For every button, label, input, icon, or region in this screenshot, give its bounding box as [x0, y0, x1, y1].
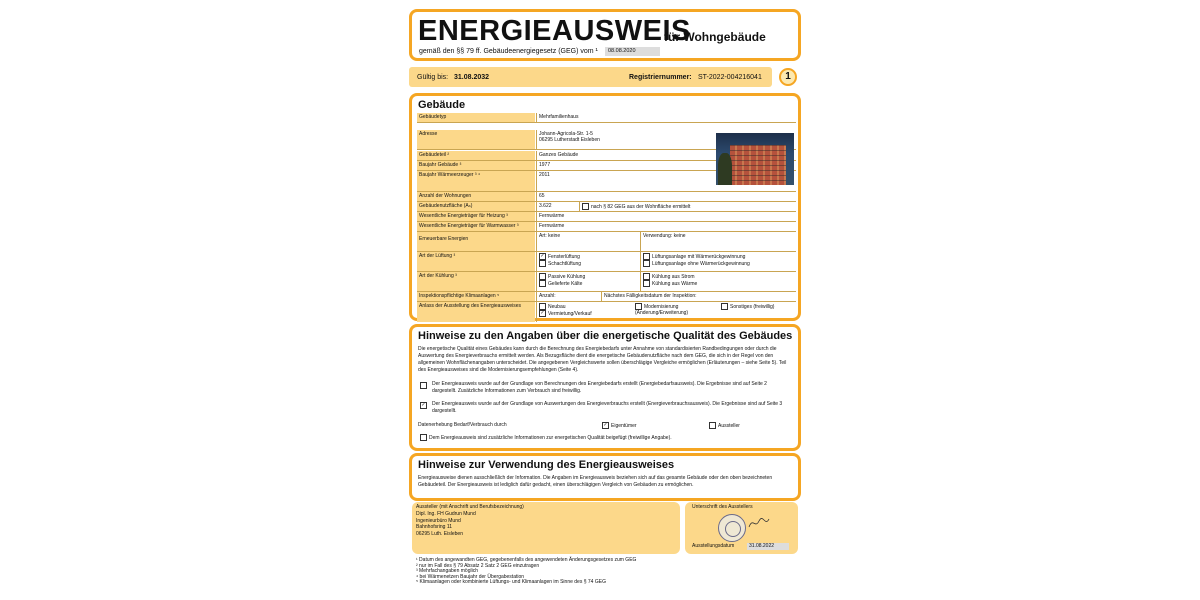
building-photo: [716, 133, 794, 185]
checkbox[interactable]: [420, 382, 427, 389]
table-row: Baujahr Wärmeerzeuger ³ ⁴ 2011: [417, 171, 796, 192]
checkbox[interactable]: [643, 253, 650, 260]
option-bedarf: Der Energieausweis wurde auf der Grundlage von Berechnungen des Energiebedarfs erstellt (Energiebedarfsausweis). Die Ergebnisse sind auf Seite 2 dargestellt. Zusätzliche Informationen zum Verbrauch sind freiwillig.: [418, 381, 790, 395]
issuer-label: Aussteller: [718, 422, 740, 429]
valid-until-date: 31.08.2032: [454, 74, 490, 81]
checkbox-checked[interactable]: ✓: [540, 310, 545, 316]
table-row: Inspektionspflichtige Klimaanlagen ⁵ Anzahl: Nächstes Fälligkeitsdatum der Inspektion:: [417, 292, 796, 302]
table-row: Anlass der Ausstellung des Energieausweises Neubau ✓ Vermietung/Verkauf Modernisierung (Änderung/Erweiterung) Sonstiges (freiwillig): [417, 302, 796, 322]
checkbox[interactable]: [709, 422, 716, 429]
law-date: 08.08.2020: [605, 47, 660, 56]
signature-label: Unterschrift des Ausstellers: [692, 504, 753, 510]
hints-title: Hinweise zu den Angaben über die energetische Qualität des Gebäudes: [418, 330, 793, 342]
stamp-icon: [718, 514, 746, 542]
usage-title: Hinweise zur Verwendung des Energieausweises: [418, 459, 675, 471]
table-row: Erneuerbare Energien Art: keine Verwendung: keine: [417, 232, 796, 252]
issuer-address: Dipl. Ing. FH Gudrun Mund Ingenieurbüro Mund Bahnhofsring 11 06295 Luth. Eisleben: [416, 511, 476, 537]
checkbox[interactable]: [539, 260, 546, 267]
certificate-header: [409, 9, 801, 61]
certificate-title: ENERGIEAUSWEIS: [418, 15, 691, 47]
checkbox-checked[interactable]: ✓: [540, 253, 545, 259]
checkbox[interactable]: [539, 280, 546, 287]
signature-icon: [747, 515, 771, 531]
hints-section: [409, 324, 801, 451]
certificate-subtitle: für Wohngebäude: [664, 30, 766, 44]
checkbox[interactable]: [582, 203, 589, 210]
building-section: [409, 93, 801, 321]
page-number: 1: [779, 68, 797, 86]
checkbox[interactable]: [721, 303, 728, 310]
registration-label: Registriernummer:: [629, 74, 692, 81]
checkbox[interactable]: [539, 303, 546, 310]
footnotes: ¹ Datum des angewandten GEG, gegebenenfalls des angewendeten Änderungsgesetzes zum GEG ² nur im Fall des § 79 Absatz 2 Satz 2 GEG einzutragen ³ Mehrfachangaben möglich ⁴ bei Wärmenetzen Baujahr der Übergabestation ⁵ Klimaanlagen oder kombinierte Lüftungs- und Klimaanlagen im Sinne des § 74 GEG: [416, 557, 637, 586]
table-row: Baujahr Gebäude ³ 1977: [417, 161, 796, 171]
checkbox[interactable]: [635, 303, 642, 310]
checkbox-checked[interactable]: ✓: [421, 402, 426, 408]
signature-box: [685, 502, 798, 554]
table-row: Art der Kühlung ³ Passive Kühlung Gelieferte Kälte Kühlung aus Strom Kühlung aus Wärme: [417, 272, 796, 292]
registration-number: ST-2022-004216041: [698, 74, 762, 81]
building-title: Gebäude: [418, 99, 466, 111]
checkbox[interactable]: [643, 260, 650, 267]
usage-section: [409, 453, 801, 501]
issue-date-label: Ausstellungsdatum: [692, 543, 735, 549]
validity-bar: [409, 67, 772, 87]
table-row: Gebäudenutzfläche (Aₙ) 3.622 nach § 82 GEG aus der Wohnfläche ermittelt: [417, 202, 796, 212]
checkbox[interactable]: [539, 273, 546, 280]
energy-certificate: [407, 6, 801, 598]
data-collection-label: Datenerhebung Bedarf/Verbrauch durch: [418, 422, 507, 428]
extra-info-label: Dem Energieausweis sind zusätzliche Informationen zur energetischen Qualität beigefügt (freiwillige Angabe).: [429, 434, 672, 441]
table-row: Art der Lüftung ³ ✓ Fensterlüftung Schachtlüftung Lüftungsanlage mit Wärmerückgewinnung Lüftungsanlage ohne Wärmerückgewinnung: [417, 252, 796, 272]
checkbox[interactable]: [643, 280, 650, 287]
owner-label: Eigentümer: [611, 422, 637, 429]
hints-text: Die energetische Qualität eines Gebäudes kann durch die Berechnung des Energiebedarfs unter Annahme von standardisierten Randbedingungen oder durch die Auswertung des Energieverbrauchs ermittelt werden. Als Bezugsfläche dient die energetische Gebäudenutzfläche nach dem GEG, die sich in der Regel von den allgemeinen Wohnflächenangaben unterscheidet. Die angegebenen Vergleichswerte sollen überschlägige Vergleiche ermöglichen (Erläuterungen – siehe Seite 5). Teil des Energieausweises sind die Modernisierungsempfehlungen (Seite 4).: [418, 346, 787, 373]
option-verbrauch: ✓ Der Energieausweis wurde auf der Grundlage von Auswertungen des Energieverbrauchs erstellt (Energieverbrauchsausweis). Die Ergebnisse sind auf Seite 3 dargestellt.: [421, 401, 783, 414]
checkbox[interactable]: [643, 273, 650, 280]
table-row: Anzahl der Wohnungen 65: [417, 192, 796, 202]
table-row: Adresse Johann-Agricola-Str. 1-5 06295 Lutherstadt Eisleben: [417, 130, 796, 150]
issuer-box: [412, 502, 680, 554]
valid-until-label: Gültig bis:: [417, 74, 449, 81]
table-row: Gebäudetyp Mehrfamilienhaus: [417, 113, 796, 123]
issuer-label: Aussteller (mit Anschrift und Berufsbezeichnung): [416, 504, 524, 510]
table-row: Gebäudeteil ² Ganzes Gebäude: [417, 151, 796, 161]
law-reference: gemäß den §§ 79 ff. Gebäudeenergiegesetz (GEG) vom ¹: [419, 48, 598, 55]
checkbox-checked[interactable]: ✓: [603, 422, 608, 428]
checkbox[interactable]: [420, 434, 427, 441]
table-row: Wesentliche Energieträger für Warmwasser ³ Fernwärme: [417, 222, 796, 232]
table-row: Wesentliche Energieträger für Heizung ³ Fernwärme: [417, 212, 796, 222]
issue-date: 31.08.2022: [747, 543, 789, 550]
usage-text: Energieausweise dienen ausschließlich der Information. Die Angaben im Energieausweis beziehen sich auf das gesamte Gebäude oder den oben bezeichneten Gebäudeteil. Der Energieausweis ist lediglich dafür gedacht, einen überschlägigen Vergleich von Gebäuden zu ermöglichen.: [418, 475, 773, 488]
